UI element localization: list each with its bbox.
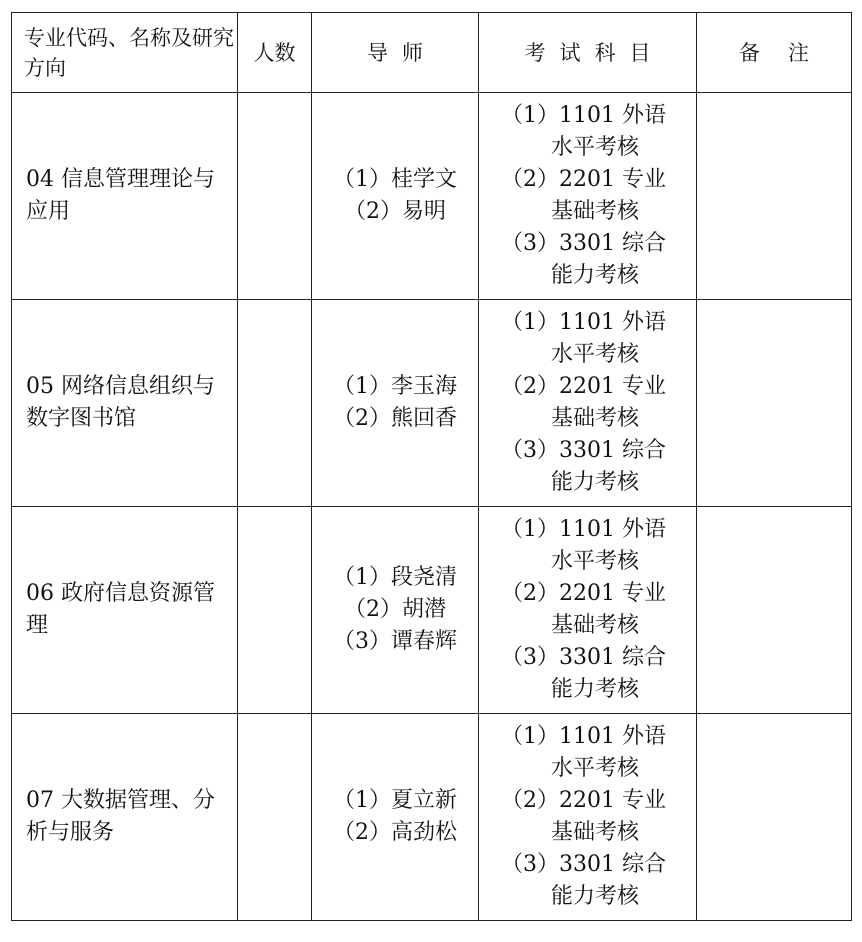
exam-subject: （2）2201 专业基础考核	[501, 374, 666, 431]
tutor-name: （2）高劲松	[333, 820, 457, 845]
exam-subject: （3）3301 综合能力考核	[501, 852, 666, 909]
exams-cell	[479, 507, 697, 714]
tutors-cell	[312, 507, 479, 714]
header-row	[12, 13, 852, 93]
header-count: 人数	[238, 13, 312, 93]
exam-subject: （1）1101 外语水平考核	[501, 724, 666, 781]
exams-cell	[479, 714, 697, 921]
tutors-cell	[312, 93, 479, 300]
header-major: 专业代码、名称及研究方向	[12, 13, 238, 93]
tutor-name: （1）李玉海	[333, 374, 457, 399]
tutor-name: （2）易明	[344, 199, 446, 224]
tutor-name: （1）夏立新	[333, 788, 457, 813]
major-cell: 05 网络信息组织与数字图书馆	[12, 300, 238, 507]
remarks-cell	[697, 714, 852, 921]
table-row	[12, 300, 852, 507]
tutor-name: （3）谭春辉	[333, 629, 457, 654]
remarks-cell	[697, 300, 852, 507]
tutor-name: （2）胡潜	[344, 597, 446, 622]
header-remarks: 备注	[697, 13, 852, 93]
count-cell	[238, 714, 312, 921]
exam-subject: （2）2201 专业基础考核	[501, 788, 666, 845]
exam-subject: （3）3301 综合能力考核	[501, 645, 666, 702]
table-row	[12, 507, 852, 714]
count-cell	[238, 300, 312, 507]
exam-subject: （1）1101 外语水平考核	[501, 517, 666, 574]
remarks-cell	[697, 93, 852, 300]
header-tutor: 导师	[312, 13, 479, 93]
exam-subject: （2）2201 专业基础考核	[501, 581, 666, 638]
header-subjects: 考试科目	[479, 13, 697, 93]
major-cell: 07 大数据管理、分析与服务	[12, 714, 238, 921]
exams-cell	[479, 93, 697, 300]
exams-cell	[479, 300, 697, 507]
count-cell	[238, 93, 312, 300]
exam-subject: （3）3301 综合能力考核	[501, 231, 666, 288]
tutor-name: （1）桂学文	[333, 167, 457, 192]
major-cell: 06 政府信息资源管理	[12, 507, 238, 714]
table-row	[12, 93, 852, 300]
tutor-name: （2）熊回香	[333, 406, 457, 431]
tutor-name: （1）段尧清	[333, 565, 457, 590]
exam-subject: （2）2201 专业基础考核	[501, 167, 666, 224]
exam-subject: （3）3301 综合能力考核	[501, 438, 666, 495]
table-row	[12, 714, 852, 921]
tutors-cell	[312, 714, 479, 921]
exam-subject: （1）1101 外语水平考核	[501, 103, 666, 160]
admissions-table	[11, 12, 852, 921]
major-cell: 04 信息管理理论与应用	[12, 93, 238, 300]
exam-subject: （1）1101 外语水平考核	[501, 310, 666, 367]
count-cell	[238, 507, 312, 714]
remarks-cell	[697, 507, 852, 714]
tutors-cell	[312, 300, 479, 507]
